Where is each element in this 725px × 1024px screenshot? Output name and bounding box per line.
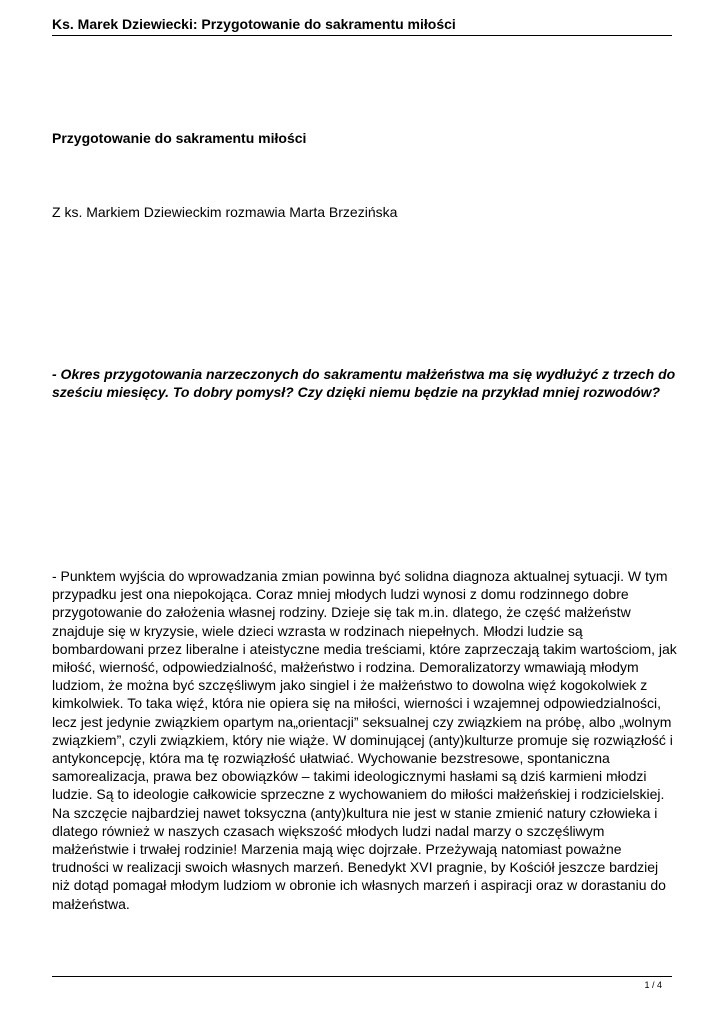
page-number: 1 / 4 — [644, 980, 662, 990]
footer-divider — [52, 976, 672, 977]
interview-answer: - Punktem wyjścia do wprowadzania zmian powinna być solidna diagnoza aktualnej sytuacji. W tym przypadku jest ona niepokojąca. Coraz mniej młodych ludzi wynosi z domu rodzinnego dobre przygotowanie do założenia własnej rodziny. Dzieje się tak m.in. dlatego, że część małżeństw znajduje się w kryzysie, wiele dzieci wzrasta w rodzinach niepełnych. Młodzi ludzie są bombardowani przez liberalne i ateistyczne media treściami, które zaprzeczają takim wartościom, jak miłość, wierność, odpowiedzialność, małżeństwo i rodzina. Demoralizatorzy wmawiają młodym ludziom, że można być szczęśliwym jako singiel i że małżeństwo to dowolna więź kogokolwiek z kimkolwiek. To taka więź, która nie opiera się na miłości, wierności i wzajemnej odpowiedzialności, lecz jest jedynie związkiem opartym na„orientacji” seksualnej czy związkiem na próbę, albo „wolnym związkiem”, czyli związkiem, który nie wiąże. W dominującej (anty)kulturze promuje się rozwiązłość i antykoncepcję, która ma tę rozwiązłość ułatwiać. Wychowanie bezstresowe, spontaniczna samorealizacja, prawa bez obowiązków – takimi ideologicznymi hasłami są dziś karmieni młodzi ludzie. Są to ideologie całkowicie sprzeczne z wychowaniem do miłości małżeńskiej i rodzicielskiej. Na szczęcie najbardziej nawet toksyczna (anty)kultura nie jest w stanie zmienić natury człowieka i dlatego również w naszych czasach większość młodych ludzi nadal marzy o szczęśliwym małżeństwie i trwałej rodzinie! Marzenia mają więc dojrzałe. Przeżywają natomiast poważne trudności w realizacji swoich własnych marzeń. Benedykt XVI pragnie, by Kościół jeszcze bardziej niż dotąd pomagał młodym ludziom w obronie ich własnych marzeń i aspiracji oraz w dorastaniu do małżeństwa. — [52, 568, 677, 912]
interview-question: - Okres przygotowania narzeczonych do sakramentu małżeństwa ma się wydłużyć z trzech do sześciu miesięcy. To dobry pomysł? Czy dzięki niemu będzie na przykład mniej rozwodów? — [52, 366, 676, 400]
article-byline: Z ks. Markiem Dziewieckim rozmawia Marta Brzezińska — [52, 204, 398, 220]
running-header-title: Ks. Marek Dziewiecki: Przygotowanie do sakramentu miłości — [52, 16, 456, 32]
article-title: Przygotowanie do sakramentu miłości — [52, 130, 307, 146]
header-divider — [52, 35, 672, 36]
